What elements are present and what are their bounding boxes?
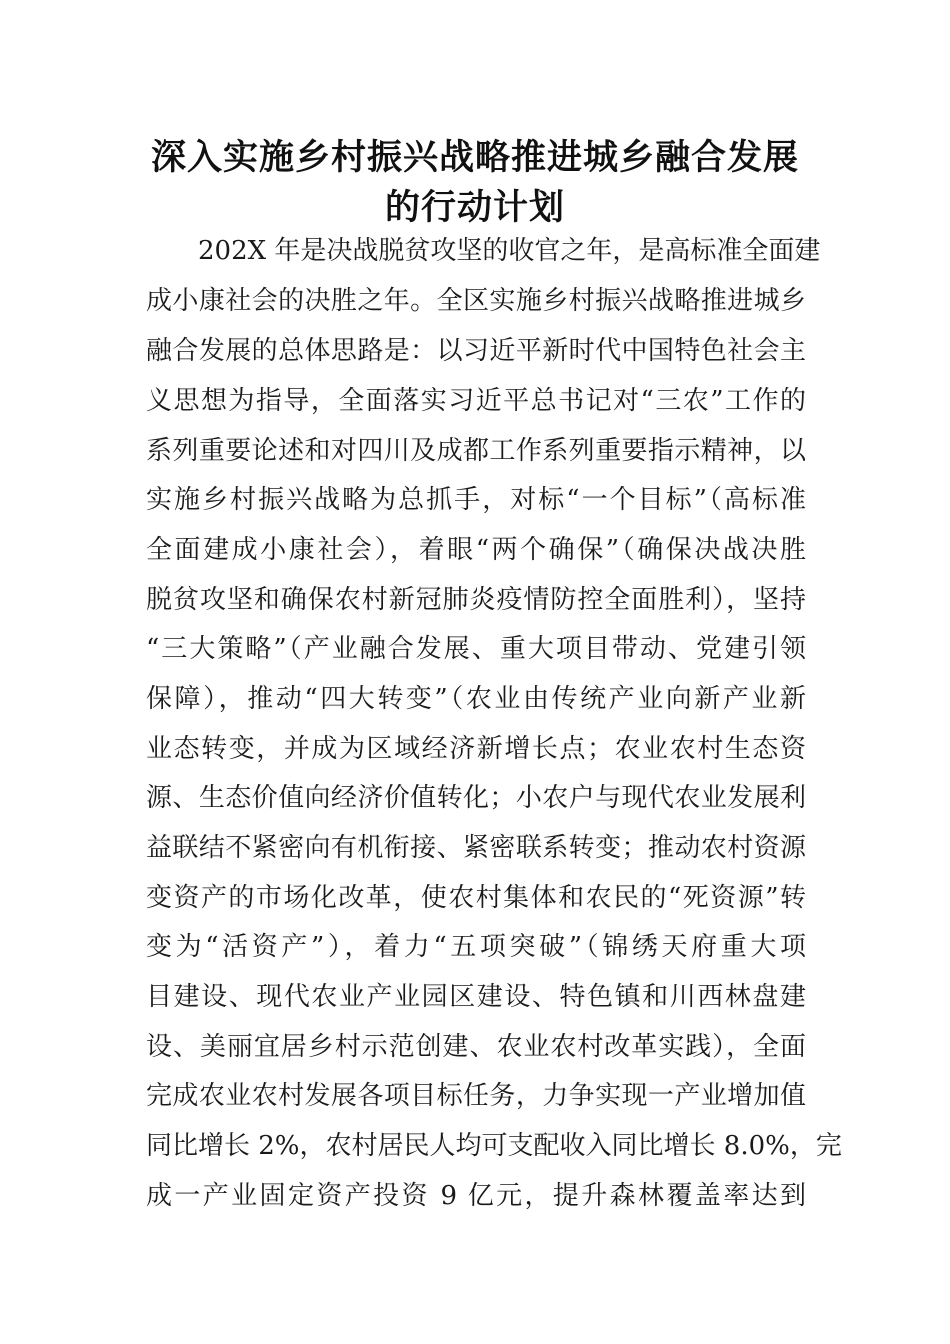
paragraph-line: 成一产业固定资产投资 9 亿元，提升森林覆盖率达到 [146, 1181, 806, 1211]
paragraph-line: 源、生态价值向经济价值转化；小农户与现代农业发展利 [146, 783, 806, 813]
paragraph-line: 益联结不紧密向有机衔接、紧密联系转变；推动农村资源 [146, 833, 806, 863]
document-title-line-1: 深入实施乡村振兴战略推进城乡融合发展 [150, 138, 799, 178]
document-title-line-2: 的行动计划 [384, 188, 565, 228]
paragraph-line: 义思想为指导，全面落实习近平总书记对“三农”工作的 [146, 386, 806, 416]
paragraph-line: 变资产的市场化改革，使农村集体和农民的“死资源”转 [146, 883, 806, 913]
paragraph-line: 全面建成小康社会），着眼“两个确保”（确保决战决胜 [146, 535, 806, 565]
paragraph-line: 实施乡村振兴战略为总抓手，对标“一个目标”（高标准 [146, 485, 806, 515]
paragraph-line: “三大策略”（产业融合发展、重大项目带动、党建引领 [146, 634, 806, 664]
paragraph-line: 目建设、现代农业产业园区建设、特色镇和川西林盘建 [146, 982, 806, 1012]
paragraph-line: 脱贫攻坚和确保农村新冠肺炎疫情防控全面胜利），坚持 [146, 585, 806, 615]
paragraph-line: 系列重要论述和对四川及成都工作系列重要指示精神，以 [146, 436, 806, 466]
paragraph-line: 融合发展的总体思路是：以习近平新时代中国特色社会主 [146, 336, 806, 366]
paragraph-line: 成小康社会的决胜之年。全区实施乡村振兴战略推进城乡 [146, 286, 806, 316]
paragraph-line: 完成农业农村发展各项目标任务，力争实现一产业增加值 [146, 1081, 806, 1111]
paragraph-line: 业态转变，并成为区域经济新增长点；农业农村生态资 [146, 734, 806, 764]
paragraph-line: 保障），推动“四大转变”（农业由传统产业向新产业新 [146, 684, 806, 714]
paragraph-line: 202X 年是决战脱贫攻坚的收官之年，是高标准全面建 [198, 236, 821, 266]
paragraph-line: 同比增长 2%，农村居民人均可支配收入同比增长 8.0%，完 [146, 1131, 842, 1161]
paragraph-line: 设、美丽宜居乡村示范创建、农业农村改革实践），全面 [146, 1032, 806, 1062]
paragraph-line: 变为“活资产”），着力“五项突破”（锦绣天府重大项 [146, 932, 806, 962]
